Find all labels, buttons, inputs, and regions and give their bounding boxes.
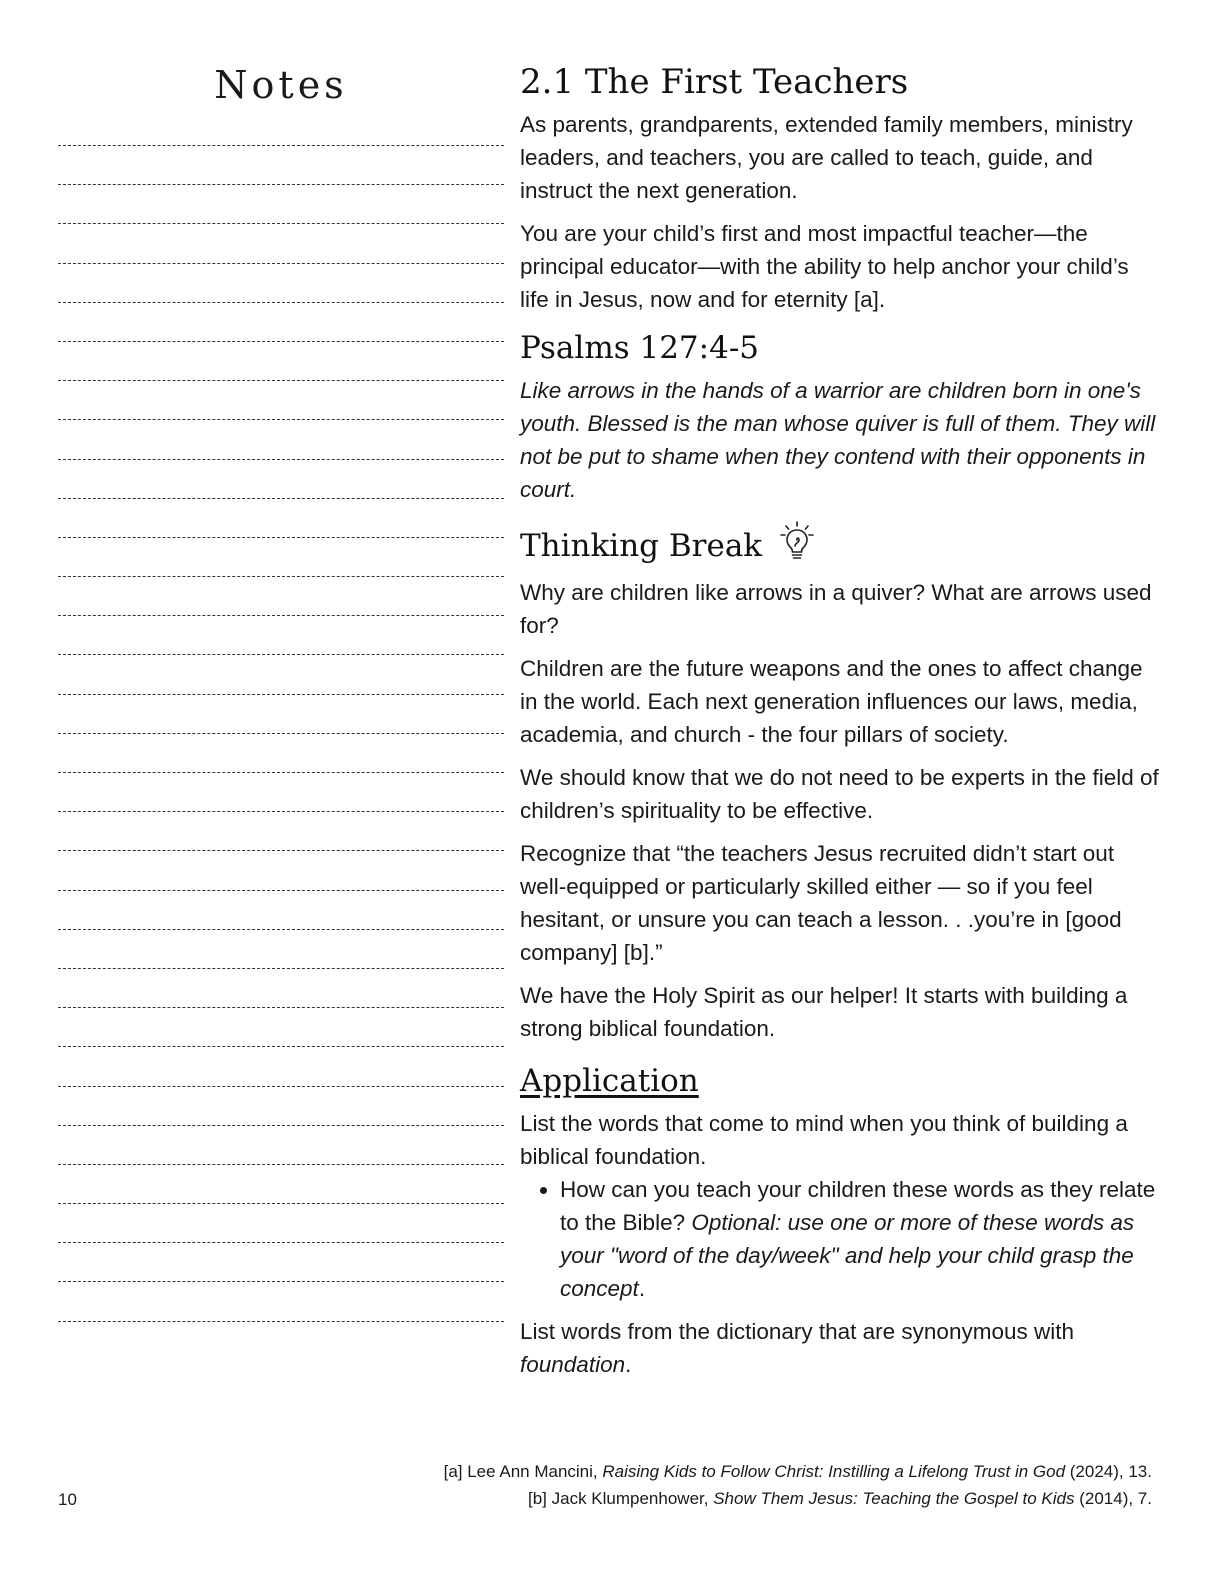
note-line: [58, 184, 504, 185]
note-line: [58, 811, 504, 812]
closing-italic-text: foundation: [520, 1352, 626, 1377]
note-line: [58, 223, 504, 224]
note-line: [58, 380, 504, 381]
thinking-break-heading: [520, 520, 1160, 572]
bullet-end: .: [638, 1276, 646, 1301]
bullet-italic-text: Optional: use one or more of these words as your "word of the day/week" and help your child grasp the concept: [560, 1210, 1135, 1301]
lightbulb-icon: [778, 520, 816, 572]
note-line: [58, 1164, 504, 1165]
note-line: [58, 929, 504, 930]
application-list: [520, 1173, 1160, 1305]
footnote-suffix: (2024), 13.: [1065, 1462, 1152, 1481]
note-line: [58, 1125, 504, 1126]
bullet-text: How can you teach your children these words as they relate to the Bible?: [560, 1177, 1156, 1235]
note-line: [58, 341, 504, 342]
application-title: Application: [520, 1063, 699, 1099]
footnote-suffix: (2014), 7.: [1074, 1489, 1152, 1508]
application-closing: [520, 1315, 1160, 1381]
thinking-paragraph: Children are the future weapons and the ones to affect change in the world. Each next generation influences our laws, media, academia, and church - the four pillars of society.: [520, 656, 1143, 747]
page-number: 10: [58, 1490, 77, 1509]
thinking-paragraph: Recognize that “the teachers Jesus recruited didn’t start out well-equipped or particularly skilled either — so if you feel hesitant, or unsure you can teach a lesson. . .you’re in [good company] [b].”: [520, 841, 1122, 965]
note-line: [58, 263, 504, 264]
closing-end: .: [625, 1352, 632, 1377]
footnote-title: Raising Kids to Follow Christ: Instilling a Lifelong Trust in God: [602, 1462, 1066, 1481]
note-line: [58, 145, 504, 146]
note-line: [58, 654, 504, 655]
application-heading: [520, 1059, 1160, 1103]
notes-title: Notes: [214, 63, 348, 107]
section-title: 2.1 The First Teachers: [520, 62, 909, 102]
note-line: [58, 890, 504, 891]
note-line: [58, 498, 504, 499]
notes-lines: [58, 145, 504, 1360]
thinking-paragraph: Why are children like arrows in a quiver? What are arrows used for?: [520, 580, 1152, 638]
note-line: [58, 968, 504, 969]
note-line: [58, 772, 504, 773]
intro-paragraph: As parents, grandparents, extended family members, ministry leaders, and teachers, you are called to teach, guide, and instruct the next generation.: [520, 112, 1133, 203]
closing-text: List words from the dictionary that are synonymous with: [520, 1319, 1074, 1344]
scripture-title: Psalms 127:4-5: [520, 330, 760, 366]
note-line: [58, 850, 504, 851]
application-intro: List the words that come to mind when you think of building a biblical foundation.: [520, 1111, 1128, 1169]
notes-column: [58, 60, 504, 110]
footnote-a: [444, 1458, 1152, 1485]
thinking-paragraph: We have the Holy Spirit as our helper! It starts with building a strong biblical foundation.: [520, 983, 1128, 1041]
footnote-author: [b] Jack Klumpenhower,: [527, 1489, 714, 1508]
note-line: [58, 302, 504, 303]
note-line: [58, 576, 504, 577]
thinking-paragraph: We should know that we do not need to be experts in the field of children’s spirituality to be effective.: [520, 765, 1159, 823]
note-line: [58, 419, 504, 420]
note-line: [58, 1007, 504, 1008]
footnote-title: Show Them Jesus: Teaching the Gospel to Kids: [713, 1489, 1075, 1508]
footnote-b: [444, 1485, 1152, 1512]
list-item: [560, 1173, 1160, 1305]
note-line: [58, 733, 504, 734]
note-line: [58, 537, 504, 538]
note-line: [58, 1281, 504, 1282]
thinking-break-title: Thinking Break: [520, 528, 763, 564]
main-content: [520, 60, 1160, 1391]
note-line: [58, 615, 504, 616]
note-line: [58, 459, 504, 460]
scripture-text: Like arrows in the hands of a warrior are children born in one's youth. Blessed is the man whose quiver is full of them. They will not be put to shame when they contend with their opponents in court.: [520, 378, 1156, 502]
footnote-author: [a] Lee Ann Mancini,: [443, 1462, 603, 1481]
intro-paragraph: You are your child’s first and most impactful teacher—the principal educator—with the ability to help anchor your child’s life in Jesus, now and for eternity [a].: [520, 221, 1129, 312]
note-line: [58, 694, 504, 695]
note-line: [58, 1203, 504, 1204]
note-line: [58, 1046, 504, 1047]
note-line: [58, 1242, 504, 1243]
note-line: [58, 1086, 504, 1087]
footnotes: [444, 1458, 1152, 1512]
note-line: [58, 1321, 504, 1322]
